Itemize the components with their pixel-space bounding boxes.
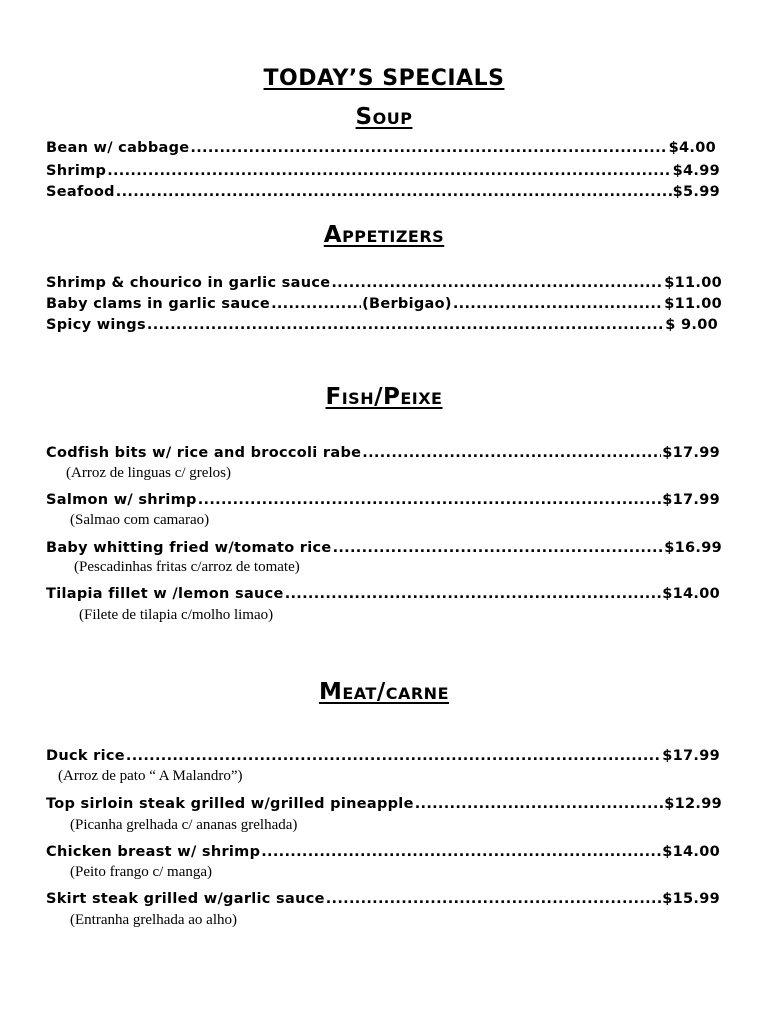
section-heading-fish: Fish/Peixe bbox=[325, 384, 443, 410]
leader-dots bbox=[261, 844, 661, 860]
item-price: $16.99 bbox=[664, 540, 722, 556]
menu-item bbox=[46, 580, 720, 602]
item-translation: (Filete de tilapia c/molho limao) bbox=[79, 607, 274, 623]
item-price: $4.99 bbox=[672, 163, 720, 179]
leader-dots bbox=[331, 275, 663, 291]
item-name: Shrimp bbox=[46, 163, 107, 179]
item-name: Codfish bits w/ rice and broccoli rabe bbox=[46, 445, 362, 461]
item-price: $17.99 bbox=[662, 492, 720, 508]
item-price: $15.99 bbox=[662, 891, 720, 907]
item-note: (Berbigao) bbox=[362, 296, 452, 312]
leader-dots bbox=[326, 891, 662, 907]
item-price: $12.99 bbox=[664, 796, 722, 812]
item-price: $4.00 bbox=[668, 140, 716, 156]
leader-dots bbox=[198, 492, 661, 508]
item-name: Salmon w/ shrimp bbox=[46, 492, 197, 508]
item-price: $14.00 bbox=[662, 844, 720, 860]
section-heading-soup: Soup bbox=[355, 104, 413, 130]
item-name: Bean w/ cabbage bbox=[46, 140, 190, 156]
menu-item bbox=[46, 439, 720, 461]
item-name: Duck rice bbox=[46, 748, 125, 764]
menu-item bbox=[46, 838, 720, 860]
item-price: $14.00 bbox=[662, 586, 720, 602]
menu-item bbox=[46, 790, 722, 812]
item-price: $5.99 bbox=[672, 184, 720, 200]
item-name: Skirt steak grilled w/garlic sauce bbox=[46, 891, 325, 907]
item-translation: (Picanha grelhada c/ ananas grelhada) bbox=[70, 817, 298, 833]
leader-dots bbox=[107, 163, 671, 179]
page-title: TODAY’S SPECIALS bbox=[263, 66, 505, 91]
item-name: Tilapia fillet w /lemon sauce bbox=[46, 586, 284, 602]
item-price: $11.00 bbox=[664, 275, 722, 291]
item-translation: (Pescadinhas fritas c/arroz de tomate) bbox=[74, 559, 300, 575]
item-name: Top sirloin steak grilled w/grilled pineapple bbox=[46, 796, 414, 812]
item-name: Shrimp & chourico in garlic sauce bbox=[46, 275, 331, 291]
leader-dots bbox=[190, 140, 667, 156]
item-price: $ 9.00 bbox=[665, 317, 718, 333]
leader-dots bbox=[126, 748, 661, 764]
section-heading-appetizers: Appetizers bbox=[323, 222, 445, 248]
menu-item bbox=[46, 534, 722, 556]
item-translation: (Peito frango c/ manga) bbox=[70, 864, 213, 880]
menu-item bbox=[46, 134, 716, 156]
item-price: $17.99 bbox=[662, 748, 720, 764]
item-name: Baby clams in garlic sauce bbox=[46, 296, 271, 312]
item-translation: (Entranha grelhada ao alho) bbox=[70, 912, 237, 928]
leader-dots bbox=[285, 586, 662, 602]
menu-item bbox=[46, 269, 722, 291]
leader-dots bbox=[333, 540, 664, 556]
leader-dots bbox=[453, 296, 663, 312]
menu-item bbox=[46, 178, 720, 200]
menu-item bbox=[46, 742, 720, 764]
item-name: Spicy wings bbox=[46, 317, 146, 333]
item-translation: (Arroz de linguas c/ grelos) bbox=[66, 465, 231, 481]
menu-item bbox=[46, 311, 718, 333]
item-price: $11.00 bbox=[664, 296, 722, 312]
menu-item bbox=[46, 486, 720, 508]
item-name: Seafood bbox=[46, 184, 115, 200]
leader-dots bbox=[415, 796, 664, 812]
menu-item bbox=[46, 157, 720, 179]
item-name: Chicken breast w/ shrimp bbox=[46, 844, 261, 860]
leader-dots bbox=[271, 296, 361, 312]
leader-dots bbox=[362, 445, 661, 461]
item-translation: (Salmao com camarao) bbox=[70, 512, 210, 528]
leader-dots bbox=[147, 317, 664, 333]
item-price: $17.99 bbox=[662, 445, 720, 461]
menu-item bbox=[46, 290, 722, 312]
menu-item bbox=[46, 885, 720, 907]
section-heading-meat: Meat/carne bbox=[318, 679, 450, 705]
item-name: Baby whitting fried w/tomato rice bbox=[46, 540, 332, 556]
item-translation: (Arroz de pato “ A Malandro”) bbox=[58, 768, 243, 784]
leader-dots bbox=[116, 184, 672, 200]
